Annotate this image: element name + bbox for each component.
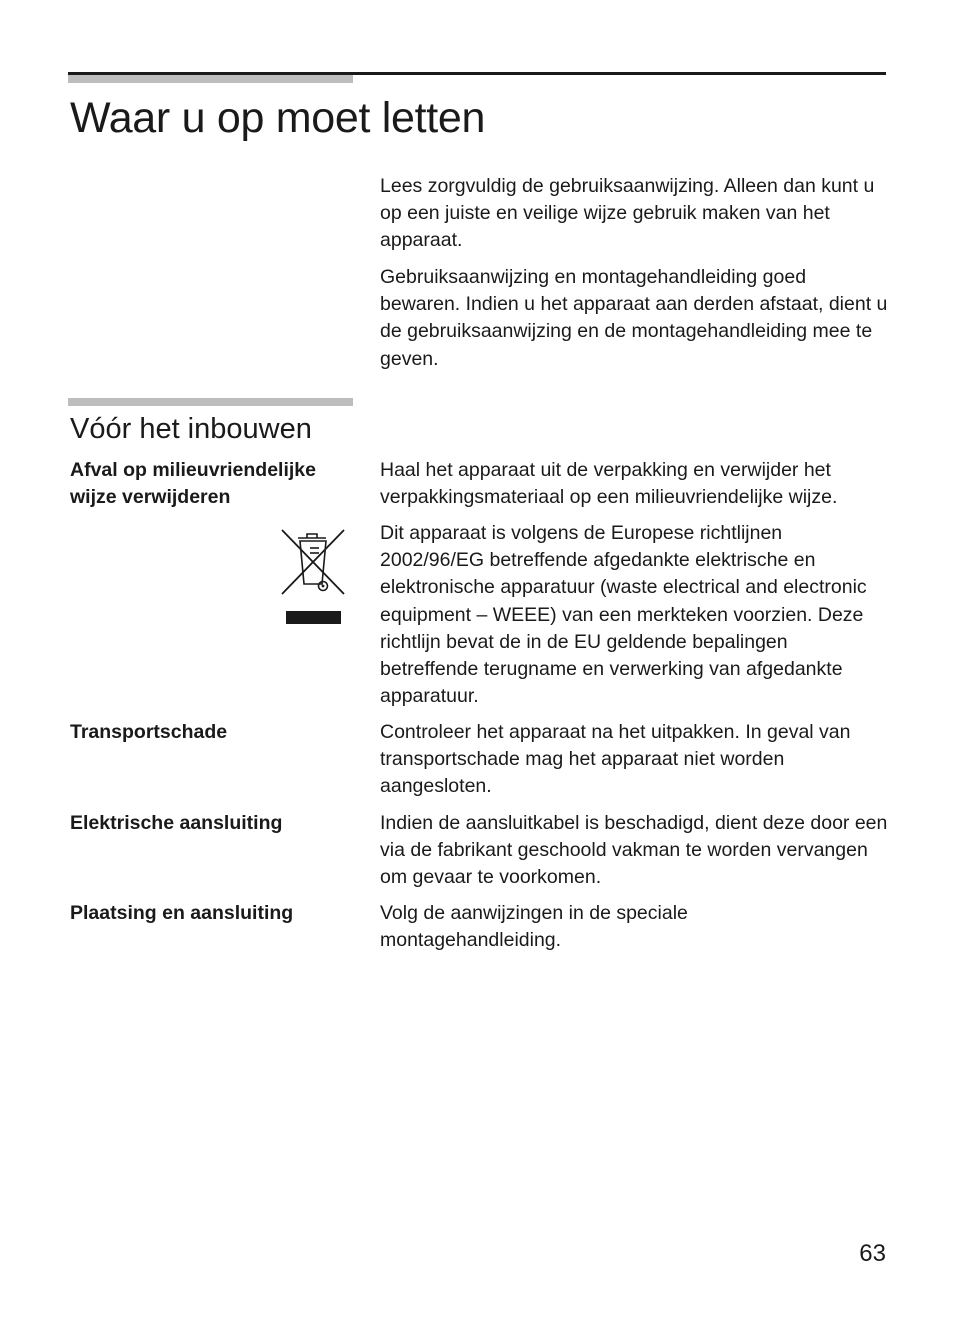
section-rule (68, 398, 353, 406)
page-title: Waar u op moet letten (70, 94, 486, 142)
item-text-placement: Volg de aanwijzingen in de speciale montagehandleiding. (380, 902, 688, 952)
item-label-placement: Plaatsing en aansluiting (70, 902, 294, 924)
title-rule-accent (68, 74, 353, 83)
section-heading: Vóór het inbouwen (70, 413, 312, 445)
intro-paragraph-2: Gebruiksaanwijzing en montagehandleiding goed bewaren. Indien u het apparaat aan derden afstaat, dient u de gebruiksaanwijzing en de montagehandleiding mee te geven. (380, 266, 888, 370)
crossed-out-wheelie-bin-icon (276, 524, 348, 628)
item-label-transport-damage: Transportschade (70, 721, 228, 743)
title-rule-line (68, 72, 886, 75)
item-label-waste-disposal: Afval op milieuvriendelijke wijze verwijderen (70, 459, 316, 509)
item-text-transport-damage: Controleer het apparaat na het uitpakken. In geval van transportschade mag het apparaat niet worden aangesloten. (380, 721, 851, 798)
item-label-electrical-connection: Elektrische aansluiting (70, 812, 283, 834)
page-number: 63 (859, 1240, 886, 1267)
intro-paragraph-1: Lees zorgvuldig de gebruiksaanwijzing. Alleen dan kunt u op een juiste en veilige wijze gebruik maken van het apparaat. (380, 175, 875, 252)
item-text-waste-disposal-2: Dit apparaat is volgens de Europese richtlijnen 2002/96/EG betreffende afgedankte elektrische en elektronische apparatuur (waste electrical and electronic equipment – WEEE) van een merkteken voorzien. Deze richtlijn bevat de in de EU geldende bepalingen betreffende terugname en verwerking van afgedankte apparatuur. (380, 522, 867, 708)
item-text-electrical-connection: Indien de aansluitkabel is beschadigd, dient deze door een via de fabrikant geschoold vakman te worden vervangen om gevaar te voorkomen. (380, 812, 888, 889)
item-text-waste-disposal-1: Haal het apparaat uit de verpakking en verwijder het verpakkingsmateriaal op een milieuvriendelijke wijze. (380, 459, 838, 509)
